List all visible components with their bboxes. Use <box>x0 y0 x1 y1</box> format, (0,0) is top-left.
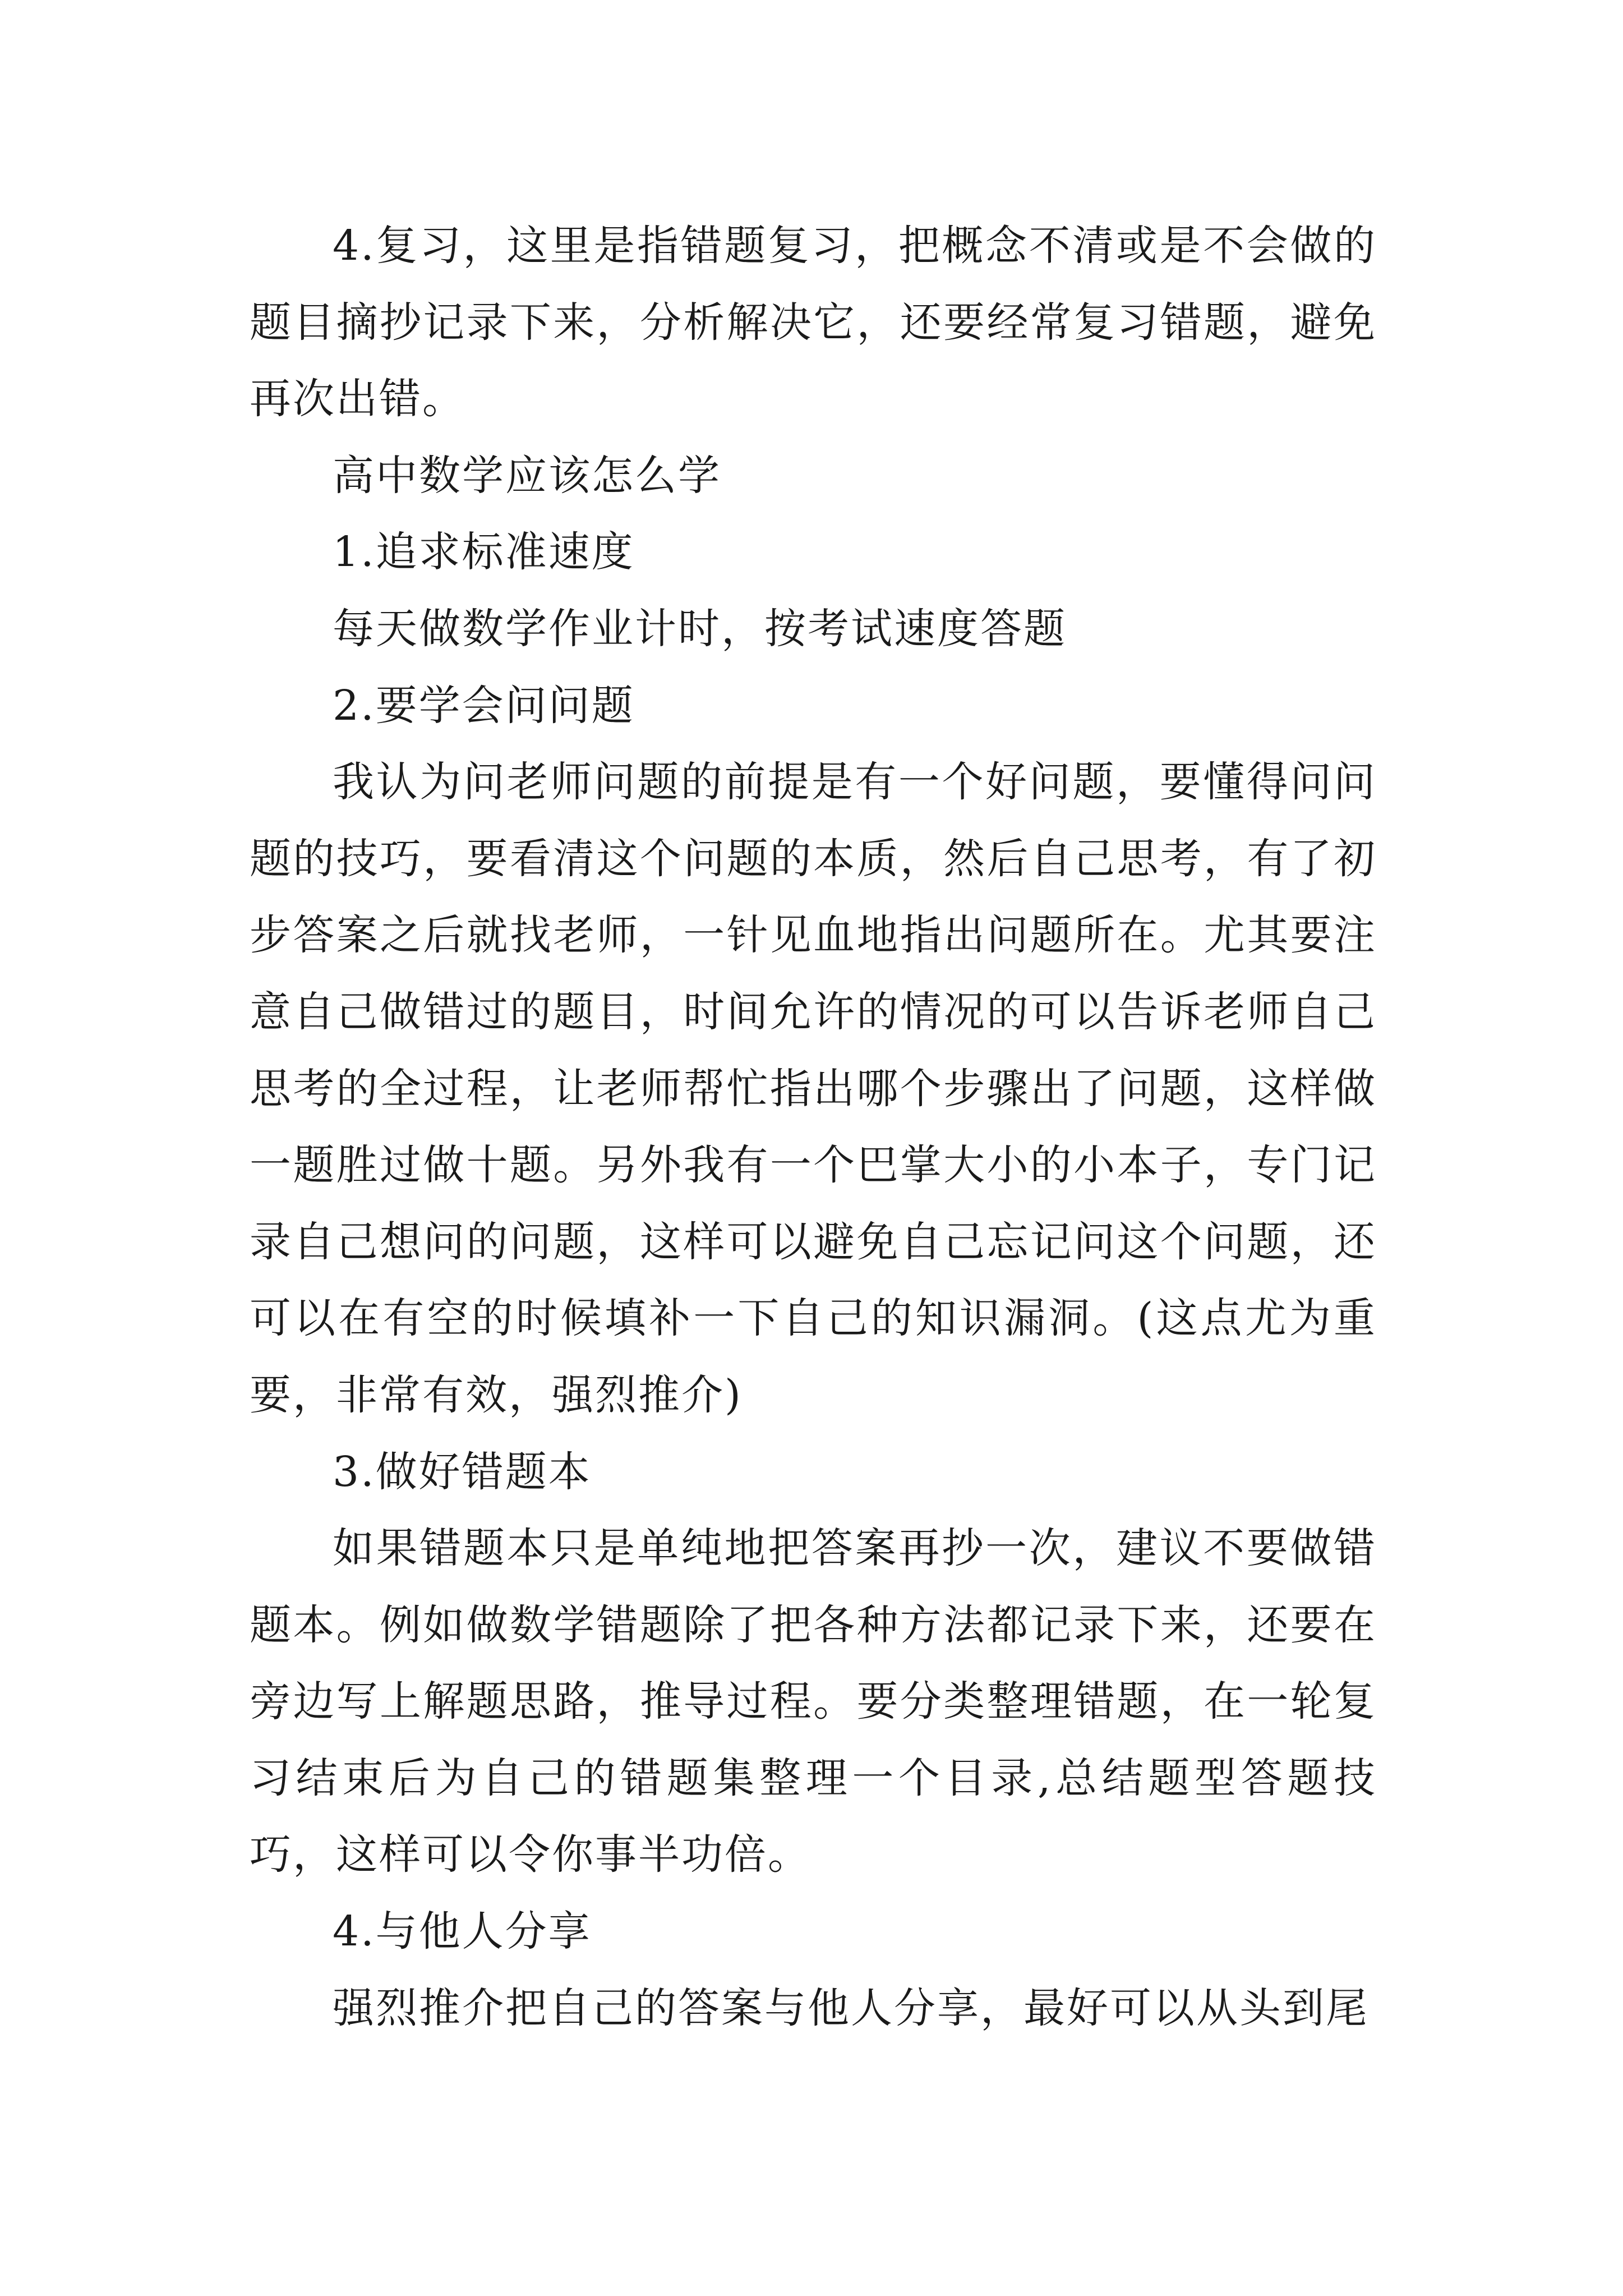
paragraph-share-answers: 强烈推介把自己的答案与他人分享，最好可以从头到尾 <box>333 1984 1369 2032</box>
subheading-mistake-notebook: 3.做好错题本 <box>333 1447 592 1496</box>
paragraph-review-mistakes: 4.复习，这里是指错题复习，把概念不清或是不会做的题目摘抄记录下来，分析解决它，还要经常复习错题，避免再次出错。 <box>250 222 1377 424</box>
subheading-share-with-others: 4.与他人分享 <box>333 1907 592 1956</box>
paragraph-asking-teacher: 我认为问老师问题的前提是有一个好问题，要懂得问问题的技巧，要看清这个问题的本质，然后自己思考，有了初步答案之后就找老师，一针见血地指出问题所在。尤其要注意自己做错过的题目，时间允许的情况的可以告诉老师自己思考的全过程，让老师帮忙指出哪个步骤出了问题，这样做一题胜过做十题。另外我有一个巴掌大小的小本子，专门记录自己想问的问题，这样可以避免自己忘记问这个问题，还可以在有空的时候填补一下自己的知识漏洞。(这点尤为重要，非常有效，强烈推介) <box>250 758 1377 1419</box>
subheading-standard-speed: 1.追求标准速度 <box>333 528 635 577</box>
paragraph-mistake-notebook: 如果错题本只是单纯地把答案再抄一次，建议不要做错题本。例如做数学错题除了把各种方法都记录下来，还要在旁边写上解题思路，推导过程。要分类整理错题，在一轮复习结束后为自己的错题集整理一个目录,总结题型答题技巧，这样可以令你事半功倍。 <box>250 1524 1377 1879</box>
subheading-ask-questions: 2.要学会问问题 <box>333 681 635 730</box>
paragraph-timing-homework: 每天做数学作业计时，按考试速度答题 <box>333 604 1067 653</box>
document-body <box>250 208 1377 2046</box>
section-title-how-to-learn-math: 高中数学应该怎么学 <box>333 451 721 500</box>
